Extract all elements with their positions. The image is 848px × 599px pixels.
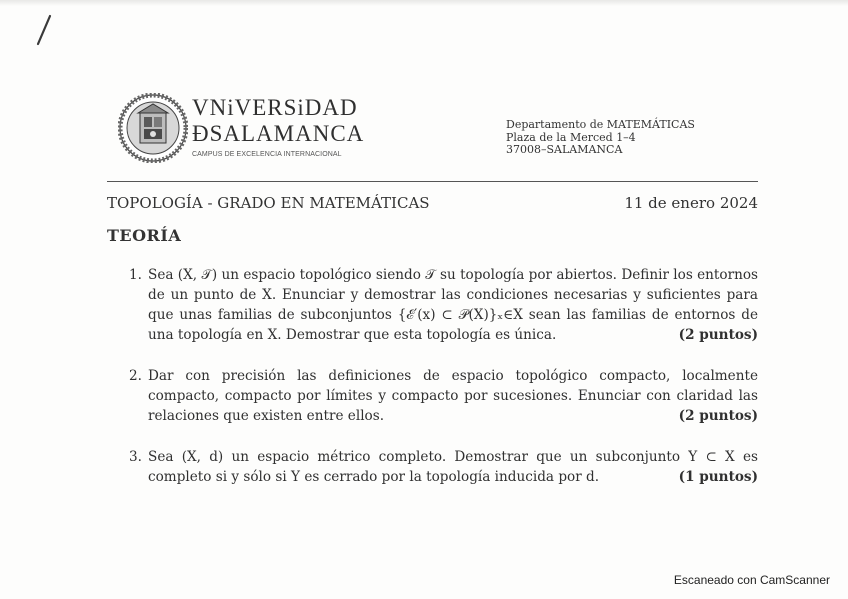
university-line2: ÐSALAMANCA: [192, 121, 365, 146]
department-line2: Plaza de la Merced 1–4: [506, 130, 636, 144]
question-body: [148, 366, 758, 426]
section-title: TEORÍA: [107, 226, 182, 245]
question-points: (1 puntos): [678, 469, 758, 485]
header-divider: [107, 181, 758, 182]
university-name: [192, 95, 365, 158]
question-points: (2 puntos): [678, 408, 758, 424]
question-number: 2.: [129, 368, 142, 384]
university-tagline: CAMPUS DE EXCELENCIA INTERNACIONAL: [192, 151, 342, 158]
question-body: [148, 447, 758, 487]
question-number: 1.: [129, 267, 142, 283]
course-title: TOPOLOGÍA - GRADO EN MATEMÁTICAS: [107, 194, 430, 212]
question-item: [129, 447, 758, 487]
question-number: 3.: [129, 449, 142, 465]
exam-date: 11 de enero 2024: [624, 194, 758, 212]
university-seal-icon: [118, 93, 188, 163]
department-address: [506, 119, 695, 157]
department-line1: Departamento de MATEMÁTICAS: [506, 118, 695, 131]
scanner-watermark: Escaneado con CamScanner: [673, 573, 830, 587]
question-text: Sea (X, 𝒯) un espacio topológico siendo 𝒯 su topología por abiertos. Definir los entornos de un punto de X. Enunciar y demostrar las condiciones necesarias y suficientes para que unas familias de subconjuntos {ℰ′(x) ⊂ 𝒫(X)}ₓ∈X sean las familias de entornos de una topología en X. Demostrar que esta topología es única.: [148, 267, 758, 343]
question-item: [129, 265, 758, 345]
question-body: [148, 265, 758, 345]
scan-edge: [0, 0, 848, 6]
question-item: [129, 366, 758, 426]
question-text: Dar con precisión las definiciones de espacio topológico compacto, localmente compacto, compacto por límites y compacto por sucesiones. Enunciar con claridad las relaciones que existen entre ellos.: [148, 368, 758, 424]
university-line1: VNiVERSiDAD: [192, 95, 358, 120]
question-points: (2 puntos): [678, 327, 758, 343]
question-list: [129, 265, 758, 487]
department-line3: 37008–SALAMANCA: [506, 143, 623, 156]
question-text: Sea (X, d) un espacio métrico completo. Demostrar que un subconjunto Y ⊂ X es completo si y sólo si Y es cerrado por la topología inducida por d.: [148, 449, 758, 485]
pen-stroke-icon: [34, 14, 54, 46]
